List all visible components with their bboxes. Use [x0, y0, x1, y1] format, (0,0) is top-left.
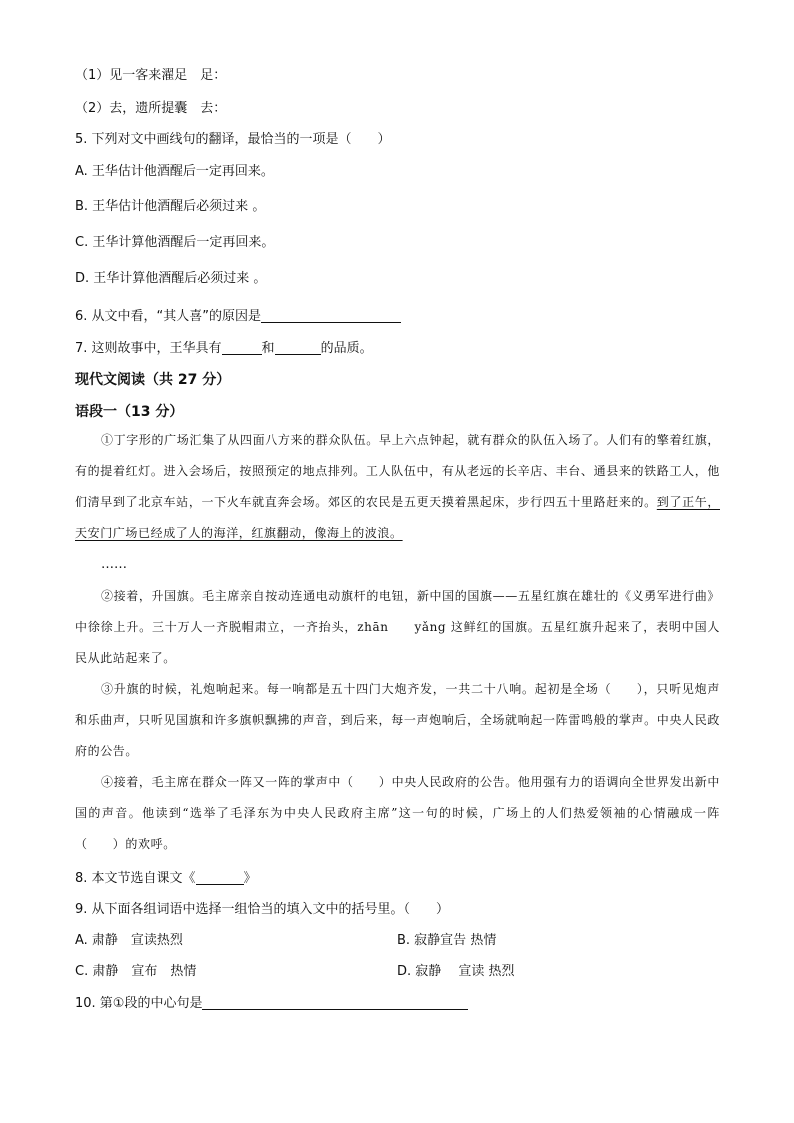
- q10-answer-blank[interactable]: [202, 995, 468, 1010]
- section-subtitle: 语段一（13 分）: [75, 404, 184, 420]
- q8-part-1: 8. 本文节选自课文《: [75, 871, 196, 886]
- q10-stem: 10. 第①段的中心句是: [75, 996, 203, 1011]
- q5-option-b: B. 王华估计他酒醒后必须过来 。: [75, 199, 266, 214]
- section-title: 现代文阅读（共 27 分）: [75, 372, 231, 388]
- q7-blank-2[interactable]: [275, 340, 321, 355]
- q4-item-2: （2）去，遗所提囊 去：: [75, 101, 227, 116]
- q5-option-a: A. 王华估计他酒醒后一定再回来。: [75, 164, 274, 179]
- q5-stem: 5. 下列对文中画线句的翻译，最恰当的一项是（ ）: [75, 132, 391, 147]
- q5-option-d: D. 王华计算他酒醒后必须过来 。: [75, 271, 267, 286]
- passage-paragraph-1: [75, 425, 720, 549]
- q5-option-c: C. 王华计算他酒醒后一定再回来。: [75, 235, 275, 250]
- q8-answer-blank[interactable]: [196, 870, 244, 885]
- q8-part-2: 》: [243, 871, 257, 886]
- q10-question: [75, 995, 468, 1013]
- passage-p1-underlined: 到了正午，天安门广场已经成了人的海洋，红旗翻动，像海上的波浪。: [75, 495, 720, 540]
- q7-blank-1[interactable]: [222, 340, 262, 355]
- q7-part-2: 和: [261, 341, 275, 356]
- q9-option-a: A. 肃静 宣读热烈: [75, 933, 183, 948]
- passage-paragraph-2: ②接着，升国旗。毛主席亲自按动连通电动旗杆的电钮，新中国的国旗——五星红旗在雄壮的《义勇军进行曲》中徐徐上升。三十万人一齐脱帽肃立，一齐抬头，zhān yǎng 这鲜红的国旗。五星红旗升起来了，表明中国人民从此站起来了。: [75, 589, 720, 665]
- q9-option-c: C. 肃静 宣布 热情: [75, 964, 197, 979]
- q9-option-d: D. 寂静 宣读 热烈: [397, 964, 515, 979]
- q9-option-b: B. 寂静宣告 热情: [397, 933, 497, 948]
- passage-ellipsis: ……: [101, 557, 127, 572]
- q8-question: [75, 870, 257, 888]
- passage-paragraph-4: ④接着，毛主席在群众一阵又一阵的掌声中（ ）中央人民政府的公告。他用强有力的语调向全世界发出新中国的声音。他读到“选举了毛泽东为中央人民政府主席”这一句的时候，广场上的人们热爱领袖的心情融成一阵（ ）的欢呼。: [75, 775, 720, 851]
- q9-stem: 9. 从下面各组词语中选择一组恰当的填入文中的括号里。（ ）: [75, 902, 450, 917]
- q4-item-1: （1）见一客来濯足 足：: [75, 68, 227, 83]
- q6-question: [75, 308, 401, 326]
- q6-answer-blank[interactable]: [261, 308, 401, 323]
- q7-question: [75, 340, 373, 358]
- q6-stem: 6. 从文中看，“其人喜”的原因是: [75, 309, 262, 324]
- q7-part-3: 的品质。: [320, 341, 373, 356]
- passage-paragraph-3: ③升旗的时候，礼炮响起来。每一响都是五十四门大炮齐发，一共二十八响。起初是全场（ ），只听见炮声和乐曲声，只听见国旗和许多旗帜飘拂的声音，到后来，每一声炮响后，全场就响起一阵雷鸣般的掌声。中央人民政府的公告。: [75, 682, 720, 758]
- q7-part-1: 7. 这则故事中，王华具有: [75, 341, 222, 356]
- passage-p1-main: ①丁字形的广场汇集了从四面八方来的群众队伍。早上六点钟起，就有群众的队伍入场了。人们有的擎着红旗，有的提着红灯。进入会场后，按照预定的地点排列。工人队伍中，有从老远的长辛店、丰台、通县来的铁路工人，他们清早到了北京车站，一下火车就直奔会场。郊区的农民是五更天摸着黑起床，步行四五十里路赶来的。: [75, 433, 720, 509]
